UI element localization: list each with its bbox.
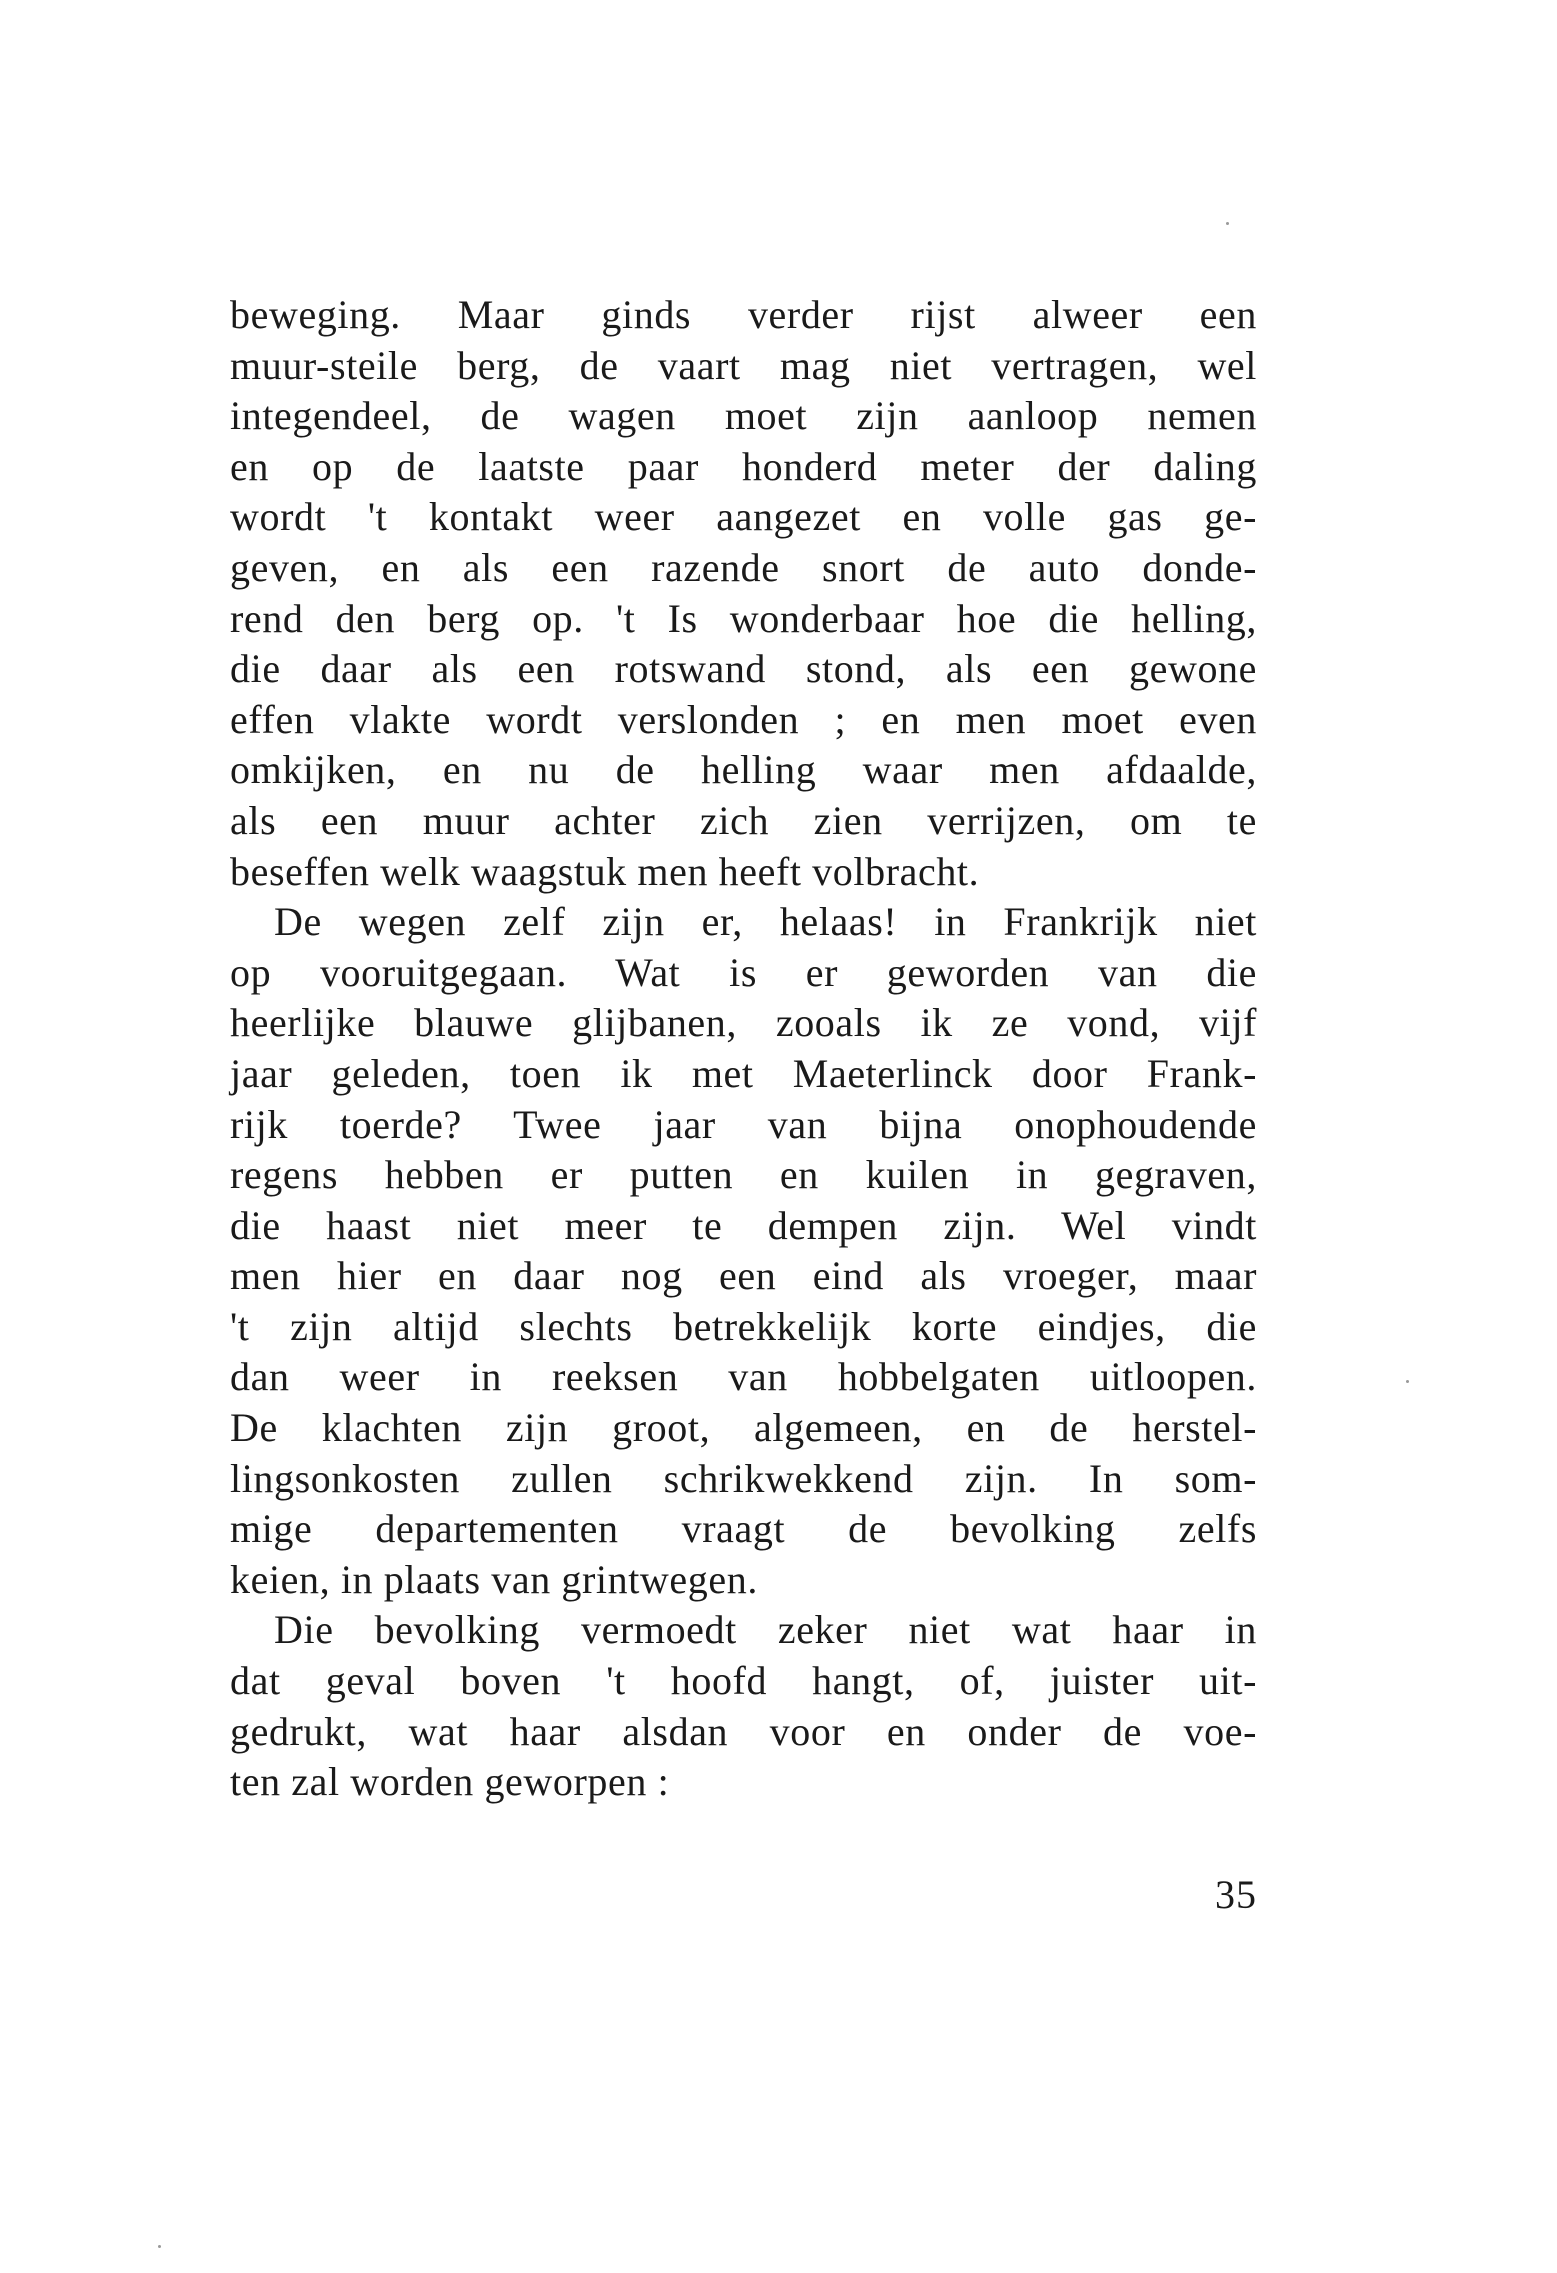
text-line: men hier en daar nog een eind als vroeger, maar <box>230 1253 1257 1299</box>
text-line: en op de laatste paar honderd meter der daling <box>230 443 1257 489</box>
page-number: 35 <box>1215 1872 1257 1917</box>
text-line: mige departementen vraagt de bevolking zelfs <box>230 1506 1257 1552</box>
text-line: ten zal worden geworpen : <box>230 1759 670 1805</box>
text-line: lingsonkosten zullen schrikwekkend zijn. In som- <box>230 1455 1257 1501</box>
text-line: heerlijke blauwe glijbanen, zooals ik ze vond, vijf <box>230 1000 1257 1046</box>
text-line: dat geval boven 't hoofd hangt, of, juister uit- <box>230 1658 1257 1704</box>
text-line: die haast niet meer te dempen zijn. Wel vindt <box>230 1202 1257 1248</box>
text-line: De wegen zelf zijn er, helaas! in Frankrijk niet <box>274 899 1257 945</box>
scan-speck <box>1226 222 1229 225</box>
text-line: integendeel, de wagen moet zijn aanloop nemen <box>230 393 1257 439</box>
text-line: die daar als een rotswand stond, als een gewone <box>230 646 1257 692</box>
text-line: gedrukt, wat haar alsdan voor en onder de voe- <box>230 1708 1257 1754</box>
text-line: 't zijn altijd slechts betrekkelijk korte eindjes, die <box>230 1303 1257 1349</box>
text-line: jaar geleden, toen ik met Maeterlinck door Frank- <box>230 1050 1257 1096</box>
text-line: effen vlakte wordt verslonden ; en men moet even <box>230 696 1257 742</box>
paragraph <box>230 897 1257 1605</box>
scan-speck <box>158 2245 161 2248</box>
scan-speck <box>1406 1380 1409 1383</box>
text-line: rend den berg op. 't Is wonderbaar hoe die helling, <box>230 595 1257 641</box>
text-line: regens hebben er putten en kuilen in gegraven, <box>230 1152 1257 1198</box>
text-line: beweging. Maar ginds verder rijst alweer een <box>230 292 1257 337</box>
text-line: muur-steile berg, de vaart mag niet vertragen, wel <box>230 342 1257 388</box>
text-line: Die bevolking vermoedt zeker niet wat haar in <box>274 1607 1257 1653</box>
paragraph <box>230 290 1257 897</box>
text-line: wordt 't kontakt weer aangezet en volle gas ge- <box>230 494 1257 540</box>
text-line: beseffen welk waagstuk men heeft volbracht. <box>230 848 980 894</box>
text-line: rijk toerde? Twee jaar van bijna onophoudende <box>230 1101 1257 1147</box>
text-line: geven, en als een razende snort de auto donde- <box>230 544 1257 590</box>
text-line: keien, in plaats van grintwegen. <box>230 1556 758 1602</box>
text-line: als een muur achter zich zien verrijzen, om te <box>230 797 1257 843</box>
body-text <box>230 290 1257 1808</box>
text-line: op vooruitgegaan. Wat is er geworden van die <box>230 949 1257 995</box>
text-line: omkijken, en nu de helling waar men afdaalde, <box>230 747 1257 793</box>
text-line: dan weer in reeksen van hobbelgaten uitloopen. <box>230 1354 1257 1400</box>
text-line: De klachten zijn groot, algemeen, en de herstel- <box>230 1405 1257 1451</box>
paragraph <box>230 1605 1257 1807</box>
